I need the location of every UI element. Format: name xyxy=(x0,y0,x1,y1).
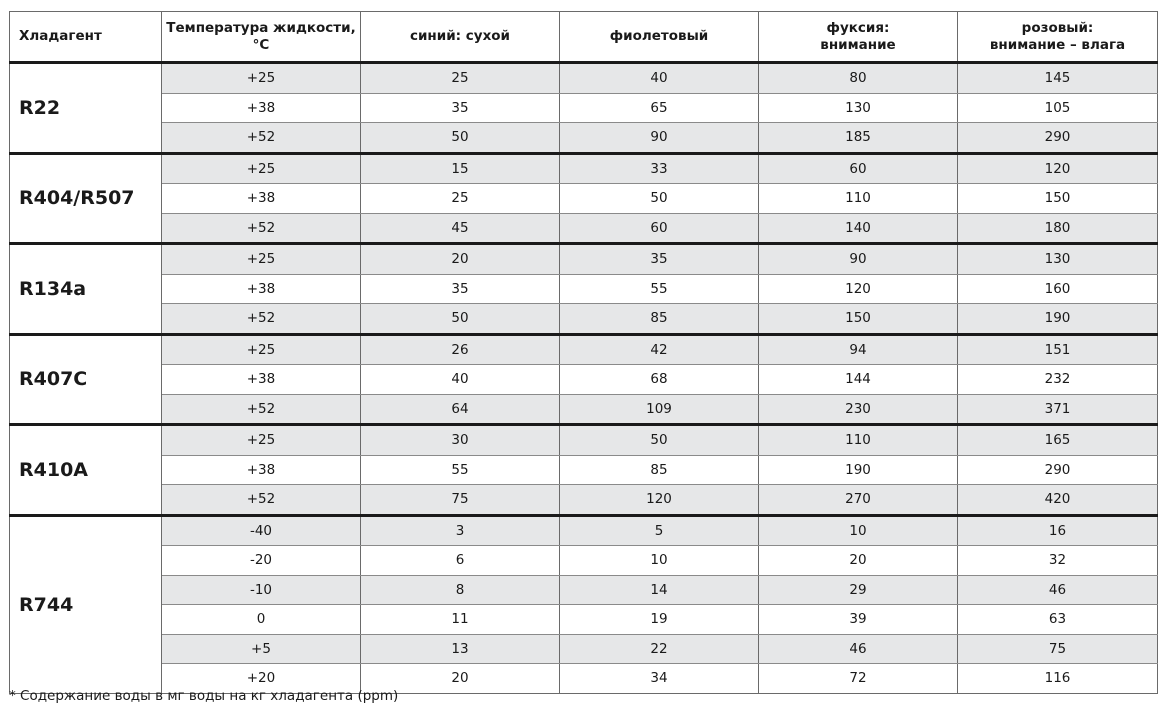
cell-blue-dry: 13 xyxy=(361,634,560,664)
cell-liquid-temperature: +52 xyxy=(162,304,361,335)
cell-blue-dry: 50 xyxy=(361,123,560,154)
header-fuchsia-caution: фуксия: внимание xyxy=(759,12,958,63)
cell-pink-caution-moisture: 46 xyxy=(958,575,1158,605)
cell-fuchsia-caution: 29 xyxy=(759,575,958,605)
cell-fuchsia-caution: 270 xyxy=(759,485,958,516)
refrigerant-name: R410A xyxy=(10,425,162,516)
cell-blue-dry: 35 xyxy=(361,274,560,304)
cell-violet: 14 xyxy=(560,575,759,605)
table-row xyxy=(10,634,1158,664)
cell-fuchsia-caution: 230 xyxy=(759,394,958,425)
cell-violet: 55 xyxy=(560,274,759,304)
cell-liquid-temperature: +52 xyxy=(162,213,361,244)
cell-violet: 22 xyxy=(560,634,759,664)
cell-pink-caution-moisture: 150 xyxy=(958,184,1158,214)
cell-fuchsia-caution: 94 xyxy=(759,334,958,365)
cell-pink-caution-moisture: 32 xyxy=(958,546,1158,576)
cell-blue-dry: 40 xyxy=(361,365,560,395)
table-row xyxy=(10,213,1158,244)
cell-blue-dry: 26 xyxy=(361,334,560,365)
cell-fuchsia-caution: 60 xyxy=(759,153,958,184)
cell-violet: 19 xyxy=(560,605,759,635)
cell-liquid-temperature: +25 xyxy=(162,334,361,365)
table-row xyxy=(10,394,1158,425)
header-refrigerant: Хладагент xyxy=(10,12,162,63)
cell-liquid-temperature: +38 xyxy=(162,455,361,485)
table-row xyxy=(10,123,1158,154)
header-liquid-temperature: Температура жидкости, °C xyxy=(162,12,361,63)
table-header xyxy=(10,12,1158,63)
header-violet: фиолетовый xyxy=(560,12,759,63)
header-pink-caution-moisture: розовый: внимание – влага xyxy=(958,12,1158,63)
cell-blue-dry: 75 xyxy=(361,485,560,516)
cell-blue-dry: 6 xyxy=(361,546,560,576)
refrigerant-name: R22 xyxy=(10,63,162,154)
cell-liquid-temperature: +38 xyxy=(162,274,361,304)
cell-liquid-temperature: +20 xyxy=(162,664,361,694)
cell-fuchsia-caution: 80 xyxy=(759,63,958,94)
cell-fuchsia-caution: 150 xyxy=(759,304,958,335)
cell-pink-caution-moisture: 165 xyxy=(958,425,1158,456)
moisture-table-page xyxy=(9,11,1157,694)
cell-violet: 68 xyxy=(560,365,759,395)
cell-fuchsia-caution: 10 xyxy=(759,515,958,546)
table-row xyxy=(10,274,1158,304)
table-row xyxy=(10,304,1158,335)
table-row xyxy=(10,575,1158,605)
cell-blue-dry: 50 xyxy=(361,304,560,335)
cell-pink-caution-moisture: 290 xyxy=(958,455,1158,485)
cell-pink-caution-moisture: 105 xyxy=(958,93,1158,123)
table-row xyxy=(10,425,1158,456)
cell-violet: 65 xyxy=(560,93,759,123)
cell-blue-dry: 30 xyxy=(361,425,560,456)
cell-liquid-temperature: +38 xyxy=(162,184,361,214)
footnote: * Содержание воды в мг воды на кг хладагента (ppm) xyxy=(9,688,399,704)
cell-violet: 120 xyxy=(560,485,759,516)
cell-violet: 33 xyxy=(560,153,759,184)
cell-fuchsia-caution: 185 xyxy=(759,123,958,154)
cell-fuchsia-caution: 120 xyxy=(759,274,958,304)
cell-blue-dry: 3 xyxy=(361,515,560,546)
table-row xyxy=(10,153,1158,184)
cell-pink-caution-moisture: 120 xyxy=(958,153,1158,184)
cell-fuchsia-caution: 190 xyxy=(759,455,958,485)
cell-fuchsia-caution: 140 xyxy=(759,213,958,244)
cell-fuchsia-caution: 46 xyxy=(759,634,958,664)
cell-violet: 60 xyxy=(560,213,759,244)
cell-liquid-temperature: +38 xyxy=(162,365,361,395)
table-row xyxy=(10,184,1158,214)
cell-pink-caution-moisture: 75 xyxy=(958,634,1158,664)
cell-pink-caution-moisture: 116 xyxy=(958,664,1158,694)
cell-blue-dry: 8 xyxy=(361,575,560,605)
cell-fuchsia-caution: 130 xyxy=(759,93,958,123)
cell-liquid-temperature: +5 xyxy=(162,634,361,664)
cell-pink-caution-moisture: 232 xyxy=(958,365,1158,395)
cell-violet: 109 xyxy=(560,394,759,425)
cell-violet: 10 xyxy=(560,546,759,576)
cell-violet: 5 xyxy=(560,515,759,546)
cell-fuchsia-caution: 20 xyxy=(759,546,958,576)
refrigerant-name: R744 xyxy=(10,515,162,693)
table-row xyxy=(10,455,1158,485)
cell-pink-caution-moisture: 180 xyxy=(958,213,1158,244)
cell-liquid-temperature: +38 xyxy=(162,93,361,123)
cell-pink-caution-moisture: 63 xyxy=(958,605,1158,635)
cell-violet: 40 xyxy=(560,63,759,94)
table-row xyxy=(10,334,1158,365)
table-row xyxy=(10,546,1158,576)
cell-liquid-temperature: +52 xyxy=(162,394,361,425)
cell-pink-caution-moisture: 130 xyxy=(958,244,1158,275)
cell-violet: 50 xyxy=(560,184,759,214)
header-row xyxy=(10,12,1158,63)
cell-liquid-temperature: +52 xyxy=(162,485,361,516)
table-row xyxy=(10,365,1158,395)
table-row xyxy=(10,244,1158,275)
cell-blue-dry: 20 xyxy=(361,664,560,694)
cell-blue-dry: 25 xyxy=(361,63,560,94)
cell-liquid-temperature: +25 xyxy=(162,425,361,456)
cell-blue-dry: 35 xyxy=(361,93,560,123)
cell-violet: 90 xyxy=(560,123,759,154)
cell-pink-caution-moisture: 290 xyxy=(958,123,1158,154)
table-row xyxy=(10,605,1158,635)
cell-blue-dry: 45 xyxy=(361,213,560,244)
cell-pink-caution-moisture: 151 xyxy=(958,334,1158,365)
cell-liquid-temperature: -20 xyxy=(162,546,361,576)
cell-violet: 35 xyxy=(560,244,759,275)
moisture-indicator-table xyxy=(9,11,1158,694)
cell-fuchsia-caution: 72 xyxy=(759,664,958,694)
cell-fuchsia-caution: 39 xyxy=(759,605,958,635)
cell-blue-dry: 20 xyxy=(361,244,560,275)
refrigerant-name: R134a xyxy=(10,244,162,335)
cell-violet: 50 xyxy=(560,425,759,456)
cell-blue-dry: 15 xyxy=(361,153,560,184)
table-row xyxy=(10,515,1158,546)
cell-pink-caution-moisture: 160 xyxy=(958,274,1158,304)
cell-fuchsia-caution: 110 xyxy=(759,184,958,214)
cell-blue-dry: 55 xyxy=(361,455,560,485)
cell-liquid-temperature: 0 xyxy=(162,605,361,635)
cell-blue-dry: 25 xyxy=(361,184,560,214)
cell-pink-caution-moisture: 190 xyxy=(958,304,1158,335)
cell-blue-dry: 64 xyxy=(361,394,560,425)
table-row xyxy=(10,485,1158,516)
table-row xyxy=(10,93,1158,123)
cell-violet: 34 xyxy=(560,664,759,694)
cell-fuchsia-caution: 110 xyxy=(759,425,958,456)
cell-liquid-temperature: +52 xyxy=(162,123,361,154)
cell-liquid-temperature: +25 xyxy=(162,63,361,94)
cell-fuchsia-caution: 90 xyxy=(759,244,958,275)
cell-violet: 85 xyxy=(560,455,759,485)
cell-pink-caution-moisture: 16 xyxy=(958,515,1158,546)
table-body xyxy=(10,63,1158,694)
cell-pink-caution-moisture: 145 xyxy=(958,63,1158,94)
cell-pink-caution-moisture: 371 xyxy=(958,394,1158,425)
cell-fuchsia-caution: 144 xyxy=(759,365,958,395)
cell-liquid-temperature: -40 xyxy=(162,515,361,546)
cell-liquid-temperature: +25 xyxy=(162,153,361,184)
cell-violet: 85 xyxy=(560,304,759,335)
header-blue-dry: синий: сухой xyxy=(361,12,560,63)
cell-pink-caution-moisture: 420 xyxy=(958,485,1158,516)
cell-blue-dry: 11 xyxy=(361,605,560,635)
refrigerant-name: R407C xyxy=(10,334,162,425)
refrigerant-name: R404/R507 xyxy=(10,153,162,244)
table-row xyxy=(10,63,1158,94)
cell-liquid-temperature: -10 xyxy=(162,575,361,605)
cell-liquid-temperature: +25 xyxy=(162,244,361,275)
cell-violet: 42 xyxy=(560,334,759,365)
